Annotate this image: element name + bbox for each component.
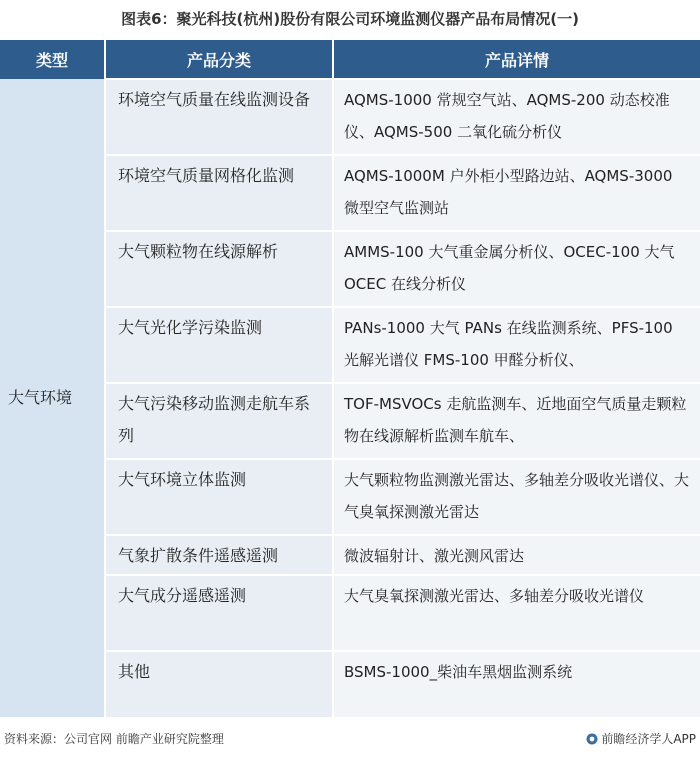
detail-cell: AMMS-100 大气重金属分析仪、OCEC-100 大气 OCEC 在线分析仪 <box>333 231 700 307</box>
detail-cell: 微波辐射计、激光测风雷达 <box>333 535 700 575</box>
brand-attribution <box>586 730 696 747</box>
detail-cell: AQMS-1000 常规空气站、AQMS-200 动态校准仪、AQMS-500 二氧化硫分析仪 <box>333 79 700 155</box>
source-note: 资料来源：公司官网 前瞻产业研究院整理 <box>4 732 224 746</box>
type-cell: 大气环境 <box>0 79 105 717</box>
detail-cell: TOF-MSVOCs 走航监测车、近地面空气质量走颗粒物在线源解析监测车航车、 <box>333 383 700 459</box>
detail-cell: AQMS-1000M 户外柜小型路边站、AQMS-3000 微型空气监测站 <box>333 155 700 231</box>
detail-cell: PANs-1000 大气 PANs 在线监测系统、PFS-100 光解光谱仪 FMS-100 甲醛分析仪、 <box>333 307 700 383</box>
category-cell: 气象扩散条件遥感遥测 <box>105 535 333 575</box>
category-cell: 大气颗粒物在线源解析 <box>105 231 333 307</box>
table-row <box>0 155 700 231</box>
category-cell: 环境空气质量网格化监测 <box>105 155 333 231</box>
category-cell: 大气环境立体监测 <box>105 459 333 535</box>
category-cell: 大气成分遥感遥测 <box>105 575 333 651</box>
table-row <box>0 307 700 383</box>
detail-cell: 大气颗粒物监测激光雷达、多轴差分吸收光谱仪、大气臭氧探测激光雷达 <box>333 459 700 535</box>
header-detail: 产品详情 <box>333 40 700 79</box>
table-row <box>0 79 700 155</box>
table-header-row <box>0 40 700 79</box>
table-row <box>0 231 700 307</box>
table-row <box>0 459 700 535</box>
detail-cell: 大气臭氧探测激光雷达、多轴差分吸收光谱仪 <box>333 575 700 651</box>
qianzhan-logo-icon <box>586 733 598 745</box>
category-cell: 大气光化学污染监测 <box>105 307 333 383</box>
table-row <box>0 575 700 651</box>
header-category: 产品分类 <box>105 40 333 79</box>
brand-label: 前瞻经济学人APP <box>601 732 696 746</box>
header-type: 类型 <box>0 40 105 79</box>
detail-cell: BSMS-1000_柴油车黑烟监测系统 <box>333 651 700 717</box>
table-row <box>0 651 700 717</box>
category-cell: 大气污染移动监测走航车系列 <box>105 383 333 459</box>
product-table <box>0 40 700 717</box>
page-title: 图表6：聚光科技(杭州)股份有限公司环境监测仪器产品布局情况(一) <box>121 10 579 28</box>
table-row <box>0 535 700 575</box>
table-row <box>0 383 700 459</box>
category-cell: 其他 <box>105 651 333 717</box>
category-cell: 环境空气质量在线监测设备 <box>105 79 333 155</box>
footer <box>0 730 700 750</box>
